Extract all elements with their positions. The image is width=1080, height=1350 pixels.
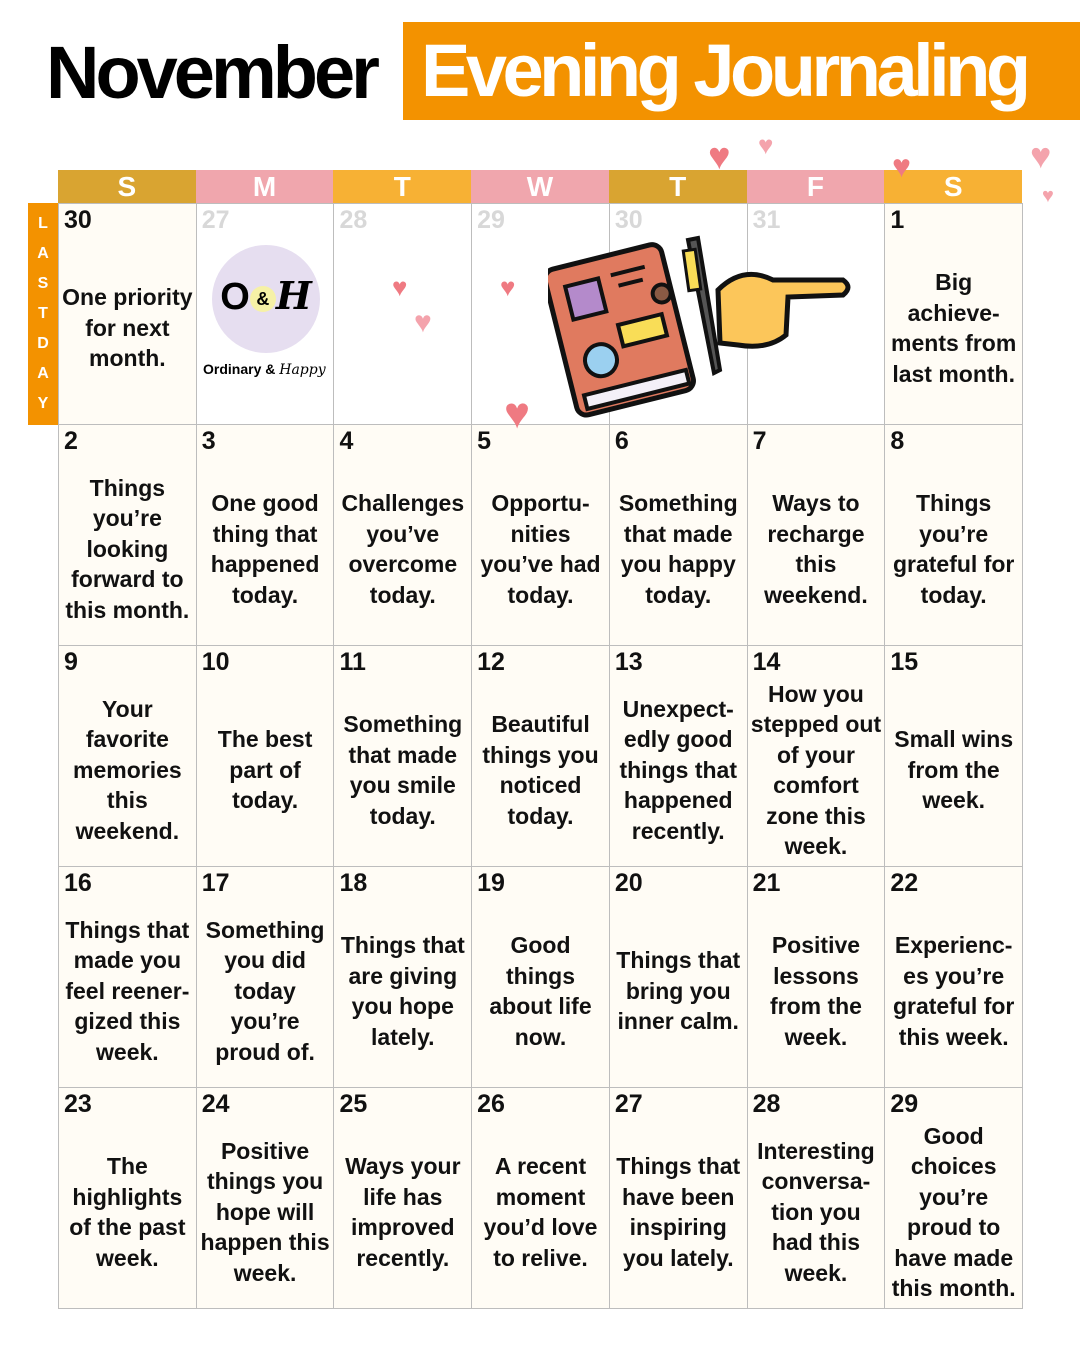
weekday-4: T [609, 170, 747, 203]
day-number: 8 [890, 427, 905, 455]
weekday-2: T [333, 170, 471, 203]
day-number: 25 [339, 1090, 368, 1118]
day-number: 5 [477, 427, 492, 455]
journal-prompt: Small wins from the week. [894, 726, 1014, 814]
calendar-day [884, 1087, 1023, 1309]
journal-prompt: Unexpect-edly good things that happened recently. [619, 695, 737, 844]
day-number: 9 [64, 648, 78, 676]
day-number: 22 [890, 869, 919, 897]
day-number: 29 [477, 206, 505, 234]
heart-icon: ♥ [414, 306, 432, 339]
calendar-day [196, 424, 335, 646]
calendar-day [58, 203, 197, 425]
calendar-day [609, 1087, 748, 1309]
day-number: 12 [477, 648, 505, 676]
calendar-day [884, 645, 1023, 867]
brand-name [203, 361, 326, 378]
journal-prompt: Big achieve-ments from last month. [891, 269, 1017, 387]
calendar-day [747, 866, 886, 1088]
last-day-tab [28, 203, 58, 425]
week-row [58, 866, 1022, 1087]
brand-name-right: Happy [279, 362, 326, 378]
calendar-day [333, 866, 472, 1088]
day-number: 18 [339, 869, 368, 897]
calendar-grid [58, 170, 1022, 1308]
last-day-letter: D [37, 335, 49, 352]
calendar-day [747, 645, 886, 867]
day-number: 2 [64, 427, 78, 455]
heart-icon: ♥ [708, 136, 731, 178]
calendar-day [196, 1087, 335, 1309]
calendar-day [609, 424, 748, 646]
logo-mark-amp: & [250, 286, 276, 312]
heart-icon: ♥ [500, 272, 516, 302]
calendar-day [884, 866, 1023, 1088]
week-row [58, 645, 1022, 866]
logo-mark-o: O [220, 276, 250, 318]
calendar-day [884, 424, 1023, 646]
journal-prompt: Ways your life has improved recently. [345, 1153, 461, 1271]
last-day-letter: Y [37, 395, 49, 412]
calendar-day [333, 1087, 472, 1309]
calendar-day [747, 424, 886, 646]
logo-mark-h: H [275, 273, 312, 318]
journal-prompt: Opportu-nities you’ve had today. [480, 490, 601, 608]
calendar-day [609, 866, 748, 1088]
journal-prompt: Positive lessons from the week. [769, 932, 862, 1050]
week-row [58, 1087, 1022, 1308]
journal-prompt: Things that have been inspiring you lately. [616, 1153, 741, 1271]
day-number: 4 [339, 427, 354, 455]
day-number: 21 [752, 869, 781, 897]
title-banner [403, 22, 1080, 120]
journal-prompt: Something that made you smile today. [343, 711, 463, 829]
journal-prompt: Something you did today you’re proud of. [205, 916, 325, 1065]
calendar-day [196, 866, 335, 1088]
weekday-0: S [58, 170, 196, 203]
day-number: 11 [339, 648, 366, 676]
journal-prompt: Your favorite memories this weekend. [73, 695, 182, 844]
calendar-day [471, 1087, 610, 1309]
last-day-letter: A [37, 245, 49, 262]
calendar-day [884, 203, 1023, 425]
day-number: 17 [201, 869, 230, 897]
day-number: 28 [752, 1090, 781, 1118]
day-number: 28 [339, 206, 368, 234]
calendar-day [58, 1087, 197, 1309]
day-number: 13 [614, 648, 643, 676]
calendar-day [58, 424, 197, 646]
heart-icon: ♥ [1030, 135, 1052, 176]
journal-icon [548, 243, 696, 418]
day-number: 10 [201, 648, 230, 676]
calendar-day [58, 645, 197, 867]
day-number: 29 [890, 1090, 919, 1118]
last-day-letter: L [38, 215, 48, 232]
last-day-letter: A [37, 365, 49, 382]
day-number: 24 [201, 1090, 230, 1118]
heart-icon: ♥ [1042, 185, 1054, 207]
calendar-day [747, 1087, 886, 1309]
journal-prompt: Things that bring you inner calm. [616, 947, 741, 1035]
page-title: Evening Journaling [421, 29, 1027, 112]
week-row [58, 424, 1022, 645]
day-number: 27 [201, 206, 230, 234]
weekday-5: F [747, 170, 885, 203]
journal-prompt: The best part of today. [217, 726, 313, 814]
day-number: 7 [752, 427, 767, 455]
weekday-1: M [196, 170, 334, 203]
calendar-day [471, 866, 610, 1088]
heart-icon: ♥ [504, 389, 531, 438]
heart-icon: ♥ [758, 130, 774, 160]
journal-prompt: Things you’re looking forward to this month. [65, 474, 190, 623]
journal-prompt: One priority for next month. [62, 284, 193, 372]
day-number: 30 [64, 206, 92, 234]
journal-prompt: Ways to recharge this weekend. [764, 490, 868, 608]
pointing-hand-icon [718, 274, 848, 346]
journal-prompt: Challenges you’ve overcome today. [341, 490, 465, 608]
weekday-3: W [471, 170, 609, 203]
day-number: 26 [477, 1090, 505, 1118]
journal-prompt: Interesting conversa-tion you had this week. [757, 1137, 875, 1286]
calendar-day [58, 866, 197, 1088]
day-number: 14 [752, 648, 781, 676]
day-number: 27 [614, 1090, 643, 1118]
day-number: 16 [64, 869, 92, 897]
journal-prompt: Positive things you hope will happen this week. [200, 1137, 330, 1286]
day-number: 3 [201, 427, 216, 455]
calendar-day [333, 424, 472, 646]
month-title: November [46, 31, 376, 114]
brand-name-left: Ordinary & [203, 361, 276, 377]
weekday-6: S [884, 170, 1022, 203]
calendar-day [609, 645, 748, 867]
day-number: 20 [614, 869, 643, 897]
journal-prompt: Something that made you happy today. [618, 490, 738, 608]
last-day-letter: T [38, 305, 48, 322]
journal-prompt: How you stepped out of your comfort zone this week. [750, 680, 882, 859]
weekday-header [58, 170, 1022, 203]
day-number: 1 [890, 206, 905, 234]
journal-prompt: Beautiful things you noticed today. [482, 711, 599, 829]
journal-prompt: One good thing that happened today. [210, 490, 320, 608]
journal-prompt: Things that made you feel reener-gized this week. [65, 916, 190, 1065]
journal-prompt: Good choices you’re proud to have made this month. [891, 1122, 1016, 1301]
calendar-day [471, 645, 610, 867]
heart-icon: ♥ [892, 148, 911, 184]
journal-prompt: Things you’re grateful for today. [892, 490, 1015, 608]
day-number: 19 [477, 869, 505, 897]
calendar-day-outside-month [333, 203, 472, 425]
day-number: 6 [614, 427, 629, 455]
week-row [58, 203, 1022, 424]
journal-prompt: Experienc-es you’re grateful for this week. [892, 932, 1015, 1050]
journal-prompt: A recent moment you’d love to relive. [483, 1153, 598, 1271]
calendar-day [333, 645, 472, 867]
day-number: 31 [752, 206, 781, 234]
journal-pointing-hand-illustration [548, 225, 858, 420]
journal-prompt: Things that are giving you hope lately. [340, 932, 465, 1050]
calendar-day [471, 424, 610, 646]
journal-prompt: Good things about life now. [489, 932, 592, 1050]
heart-icon: ♥ [392, 272, 408, 302]
brand-logo [212, 245, 320, 353]
calendar-day [196, 645, 335, 867]
day-number: 23 [64, 1090, 92, 1118]
day-number: 30 [614, 206, 643, 234]
last-day-letter: S [37, 275, 49, 292]
day-number: 15 [890, 648, 919, 676]
journal-prompt: The highlights of the past week. [69, 1153, 186, 1271]
